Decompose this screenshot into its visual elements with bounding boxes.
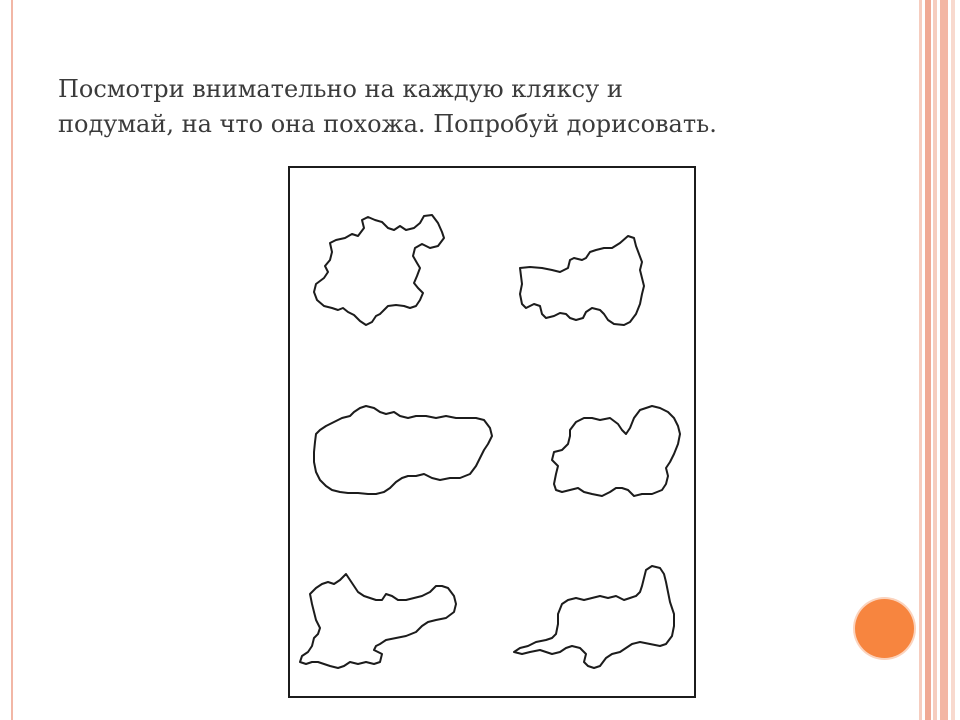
left-decorative-line [11, 0, 13, 720]
orange-accent-circle [855, 599, 914, 658]
right-decorative-stripe [919, 0, 922, 720]
blots-drawing [290, 168, 694, 696]
right-decorative-stripe [951, 0, 955, 720]
instruction-line-2: подумай, на что она похожа. Попробуй дорисовать. [58, 110, 717, 138]
blot-worksheet [288, 166, 696, 698]
blot-1 [314, 215, 444, 325]
right-decorative-stripe [925, 0, 931, 720]
blot-4 [552, 406, 680, 496]
blot-6 [514, 566, 674, 668]
right-decorative-stripe [940, 0, 948, 720]
right-decorative-stripe [933, 0, 937, 720]
blot-5 [300, 574, 456, 668]
instruction-line-1: Посмотри внимательно на каждую кляксу и [58, 75, 623, 103]
instruction-text [58, 72, 818, 142]
blot-2 [520, 236, 644, 325]
blot-3 [314, 406, 492, 494]
